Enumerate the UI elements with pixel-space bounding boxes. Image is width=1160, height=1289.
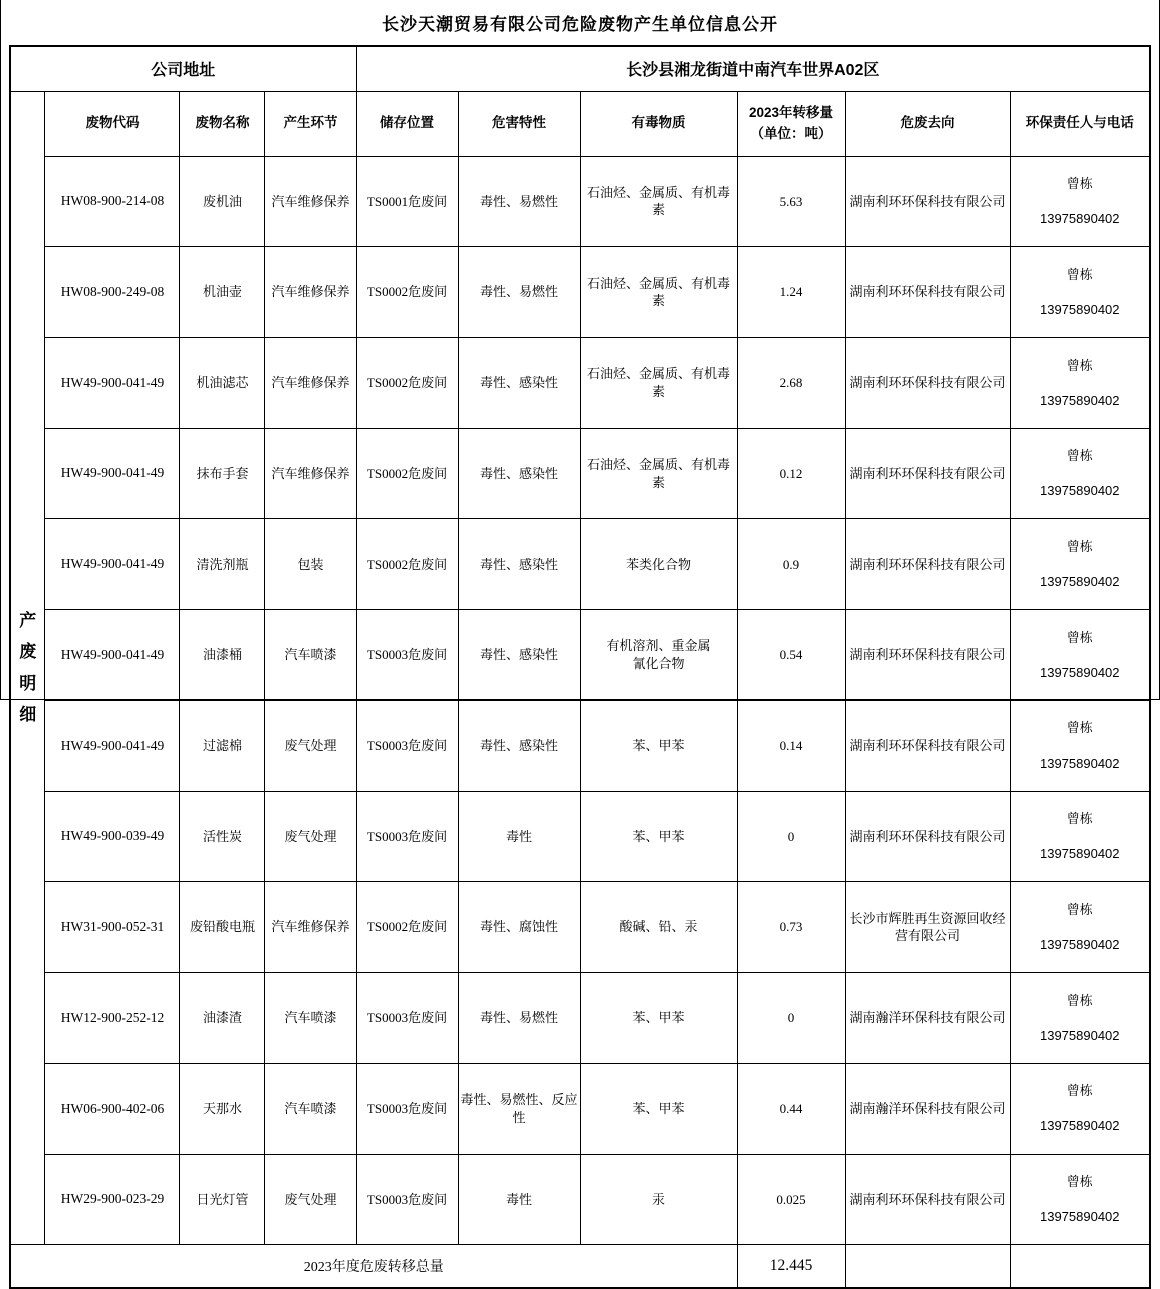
cell-transfer-amount: 0.025 — [737, 1154, 845, 1245]
waste-table-row — [10, 337, 1150, 428]
cell-waste-code: HW49-900-041-49 — [45, 610, 180, 701]
cell-hazard-traits: 毒性、感染性 — [458, 337, 580, 428]
cell-transfer-amount: 0 — [737, 791, 845, 882]
cell-toxic-substances: 酸碱、铅、汞 — [580, 882, 737, 973]
waste-table-row — [10, 1154, 1150, 1245]
col-header-toxic-substances: 有毒物质 — [580, 91, 737, 156]
cell-transfer-amount: 0.14 — [737, 700, 845, 791]
cell-storage-location: TS0003危废间 — [356, 1063, 458, 1154]
cell-destination: 湖南瀚洋环保科技有限公司 — [845, 1063, 1010, 1154]
contact-name: 曾栋 — [1066, 1174, 1093, 1190]
cell-waste-name: 清洗剂瓶 — [180, 519, 265, 610]
hazardous-waste-table — [9, 45, 1151, 1289]
cell-toxic-substances: 苯、甲苯 — [580, 791, 737, 882]
cell-hazard-traits: 毒性 — [458, 1154, 580, 1245]
cell-hazard-traits: 毒性、易燃性、反应性 — [458, 1063, 580, 1154]
cell-toxic-substances: 苯、甲苯 — [580, 973, 737, 1064]
cell-production-stage: 废气处理 — [265, 700, 356, 791]
waste-table-row — [10, 882, 1150, 973]
contact-name: 曾栋 — [1066, 266, 1093, 282]
cell-waste-name: 油漆桶 — [180, 610, 265, 701]
cell-toxic-substances: 石油烃、金属质、有机毒素 — [580, 428, 737, 519]
cell-storage-location: TS0002危废间 — [356, 337, 458, 428]
company-address-value: 长沙县湘龙街道中南汽车世界A02区 — [356, 46, 1150, 91]
section-label-cell — [10, 91, 45, 1245]
cell-production-stage: 汽车维修保养 — [265, 156, 356, 247]
waste-table-row — [10, 156, 1150, 247]
contact-phone: 13975890402 — [1039, 483, 1120, 499]
cell-toxic-substances: 石油烃、金属质、有机毒素 — [580, 337, 737, 428]
cell-transfer-amount: 0.54 — [737, 610, 845, 701]
page-title: 长沙天潮贸易有限公司危险废物产生单位信息公开 — [382, 15, 778, 34]
cell-storage-location: TS0002危废间 — [356, 247, 458, 338]
total-transfer-amount: 12.445 — [737, 1245, 845, 1288]
cell-storage-location: TS0003危废间 — [356, 700, 458, 791]
cell-waste-code: HW06-900-402-06 — [45, 1063, 180, 1154]
contact-name: 曾栋 — [1066, 901, 1093, 917]
cell-destination: 湖南利环环保科技有限公司 — [845, 337, 1010, 428]
cell-waste-code: HW31-900-052-31 — [45, 882, 180, 973]
col-header-contact: 环保责任人与电话 — [1010, 91, 1150, 156]
contact-name: 曾栋 — [1066, 992, 1093, 1008]
cell-hazard-traits: 毒性、感染性 — [458, 610, 580, 701]
cell-contact — [1010, 700, 1150, 791]
contact-phone: 13975890402 — [1039, 846, 1120, 862]
cell-waste-code: HW49-900-041-49 — [45, 700, 180, 791]
cell-destination: 湖南利环环保科技有限公司 — [845, 1154, 1010, 1245]
cell-contact — [1010, 156, 1150, 247]
total-row — [10, 1245, 1150, 1288]
cell-hazard-traits: 毒性、腐蚀性 — [458, 882, 580, 973]
cell-production-stage: 汽车维修保养 — [265, 247, 356, 338]
cell-storage-location: TS0003危废间 — [356, 791, 458, 882]
cell-waste-name: 活性炭 — [180, 791, 265, 882]
waste-table-row — [10, 973, 1150, 1064]
cell-toxic-substances: 石油烃、金属质、有机毒素 — [580, 247, 737, 338]
cell-waste-code: HW12-900-252-12 — [45, 973, 180, 1064]
cell-hazard-traits: 毒性、易燃性 — [458, 156, 580, 247]
cell-contact — [1010, 428, 1150, 519]
cell-waste-code: HW08-900-214-08 — [45, 156, 180, 247]
cell-destination: 长沙市辉胜再生资源回收经营有限公司 — [845, 882, 1010, 973]
cell-production-stage: 废气处理 — [265, 791, 356, 882]
contact-phone: 13975890402 — [1039, 1027, 1120, 1043]
cell-waste-code: HW49-900-041-49 — [45, 428, 180, 519]
cell-destination: 湖南利环环保科技有限公司 — [845, 519, 1010, 610]
cell-hazard-traits: 毒性、感染性 — [458, 428, 580, 519]
cell-toxic-substances: 苯类化合物 — [580, 519, 737, 610]
cell-hazard-traits: 毒性、易燃性 — [458, 247, 580, 338]
contact-phone: 13975890402 — [1039, 301, 1120, 317]
cell-transfer-amount: 5.63 — [737, 156, 845, 247]
waste-table-row — [10, 247, 1150, 338]
contact-phone: 13975890402 — [1039, 1118, 1120, 1134]
cell-destination: 湖南利环环保科技有限公司 — [845, 247, 1010, 338]
cell-waste-name: 天那水 — [180, 1063, 265, 1154]
cell-contact — [1010, 882, 1150, 973]
cell-waste-code: HW49-900-039-49 — [45, 791, 180, 882]
cell-contact — [1010, 791, 1150, 882]
col-header-storage-location: 储存位置 — [356, 91, 458, 156]
cell-transfer-amount: 0.73 — [737, 882, 845, 973]
cell-destination: 湖南利环环保科技有限公司 — [845, 610, 1010, 701]
cell-contact — [1010, 1063, 1150, 1154]
waste-table-row — [10, 791, 1150, 882]
cell-production-stage: 汽车维修保养 — [265, 337, 356, 428]
cell-waste-name: 抹布手套 — [180, 428, 265, 519]
cell-toxic-substances: 汞 — [580, 1154, 737, 1245]
cell-toxic-substances: 有机溶剂、重金属 氰化合物 — [580, 610, 737, 701]
contact-name: 曾栋 — [1066, 811, 1093, 827]
contact-phone: 13975890402 — [1039, 664, 1120, 680]
col-header-waste-name: 废物名称 — [180, 91, 265, 156]
cell-hazard-traits: 毒性 — [458, 791, 580, 882]
cell-production-stage: 废气处理 — [265, 1154, 356, 1245]
waste-table-row — [10, 610, 1150, 701]
cell-production-stage: 汽车喷漆 — [265, 973, 356, 1064]
cell-toxic-substances: 苯、甲苯 — [580, 1063, 737, 1154]
contact-name: 曾栋 — [1066, 1083, 1093, 1099]
contact-name: 曾栋 — [1066, 176, 1093, 192]
waste-table-row — [10, 1063, 1150, 1154]
cell-contact — [1010, 519, 1150, 610]
section-label-vertical: 产废明细 — [19, 611, 37, 725]
cell-storage-location: TS0003危废间 — [356, 1154, 458, 1245]
contact-name: 曾栋 — [1066, 629, 1093, 645]
contact-name: 曾栋 — [1066, 720, 1093, 736]
column-header-row — [10, 91, 1150, 156]
company-address-row — [10, 46, 1150, 91]
cell-destination: 湖南利环环保科技有限公司 — [845, 156, 1010, 247]
contact-name: 曾栋 — [1066, 538, 1093, 554]
contact-phone: 13975890402 — [1039, 574, 1120, 590]
cell-waste-name: 机油壶 — [180, 247, 265, 338]
cell-waste-code: HW49-900-041-49 — [45, 337, 180, 428]
cell-waste-name: 油漆渣 — [180, 973, 265, 1064]
cell-production-stage: 汽车维修保养 — [265, 428, 356, 519]
cell-storage-location: TS0002危废间 — [356, 428, 458, 519]
cell-production-stage: 包装 — [265, 519, 356, 610]
contact-phone: 13975890402 — [1039, 211, 1120, 227]
cell-contact — [1010, 973, 1150, 1064]
cell-toxic-substances: 石油烃、金属质、有机毒素 — [580, 156, 737, 247]
cell-storage-location: TS0002危废间 — [356, 882, 458, 973]
cell-storage-location: TS0003危废间 — [356, 973, 458, 1064]
cell-transfer-amount: 0 — [737, 973, 845, 1064]
cell-waste-name: 机油滤芯 — [180, 337, 265, 428]
cell-production-stage: 汽车喷漆 — [265, 1063, 356, 1154]
cell-hazard-traits: 毒性、感染性 — [458, 519, 580, 610]
cell-transfer-amount: 0.9 — [737, 519, 845, 610]
cell-waste-code: HW29-900-023-29 — [45, 1154, 180, 1245]
cell-transfer-amount: 0.44 — [737, 1063, 845, 1154]
company-address-label: 公司地址 — [10, 46, 356, 91]
col-header-waste-code: 废物代码 — [45, 91, 180, 156]
cell-destination: 湖南瀚洋环保科技有限公司 — [845, 973, 1010, 1064]
contact-name: 曾栋 — [1066, 357, 1093, 373]
total-label: 2023年度危废转移总量 — [10, 1245, 737, 1288]
contact-name: 曾栋 — [1066, 448, 1093, 464]
cell-waste-name: 过滤棉 — [180, 700, 265, 791]
cell-storage-location: TS0001危废间 — [356, 156, 458, 247]
cell-toxic-substances: 苯、甲苯 — [580, 700, 737, 791]
col-header-transfer-amount-2023: 2023年转移量 （单位：吨） — [737, 91, 845, 156]
cell-destination: 湖南利环环保科技有限公司 — [845, 428, 1010, 519]
cell-waste-code: HW49-900-041-49 — [45, 519, 180, 610]
col-header-destination: 危废去向 — [845, 91, 1010, 156]
contact-phone: 13975890402 — [1039, 1209, 1120, 1225]
cell-hazard-traits: 毒性、感染性 — [458, 700, 580, 791]
cell-contact — [1010, 247, 1150, 338]
cell-hazard-traits: 毒性、易燃性 — [458, 973, 580, 1064]
cell-contact — [1010, 1154, 1150, 1245]
cell-destination: 湖南利环环保科技有限公司 — [845, 700, 1010, 791]
cell-waste-code: HW08-900-249-08 — [45, 247, 180, 338]
col-header-production-stage: 产生环节 — [265, 91, 356, 156]
contact-phone: 13975890402 — [1039, 392, 1120, 408]
cell-storage-location: TS0002危废间 — [356, 519, 458, 610]
cell-storage-location: TS0003危废间 — [356, 610, 458, 701]
total-destination-empty-cell — [845, 1245, 1010, 1288]
contact-phone: 13975890402 — [1039, 755, 1120, 771]
cell-waste-name: 废铅酸电瓶 — [180, 882, 265, 973]
total-contact-empty-cell — [1010, 1245, 1150, 1288]
cell-waste-name: 日光灯管 — [180, 1154, 265, 1245]
cell-transfer-amount: 0.12 — [737, 428, 845, 519]
contact-phone: 13975890402 — [1039, 937, 1120, 953]
waste-table-row — [10, 428, 1150, 519]
cell-transfer-amount: 2.68 — [737, 337, 845, 428]
waste-table-row — [10, 700, 1150, 791]
cell-contact — [1010, 337, 1150, 428]
cell-waste-name: 废机油 — [180, 156, 265, 247]
col-header-hazard-traits: 危害特性 — [458, 91, 580, 156]
cell-production-stage: 汽车喷漆 — [265, 610, 356, 701]
cell-transfer-amount: 1.24 — [737, 247, 845, 338]
cell-production-stage: 汽车维修保养 — [265, 882, 356, 973]
waste-table-row — [10, 519, 1150, 610]
cell-contact — [1010, 610, 1150, 701]
cell-destination: 湖南利环环保科技有限公司 — [845, 791, 1010, 882]
